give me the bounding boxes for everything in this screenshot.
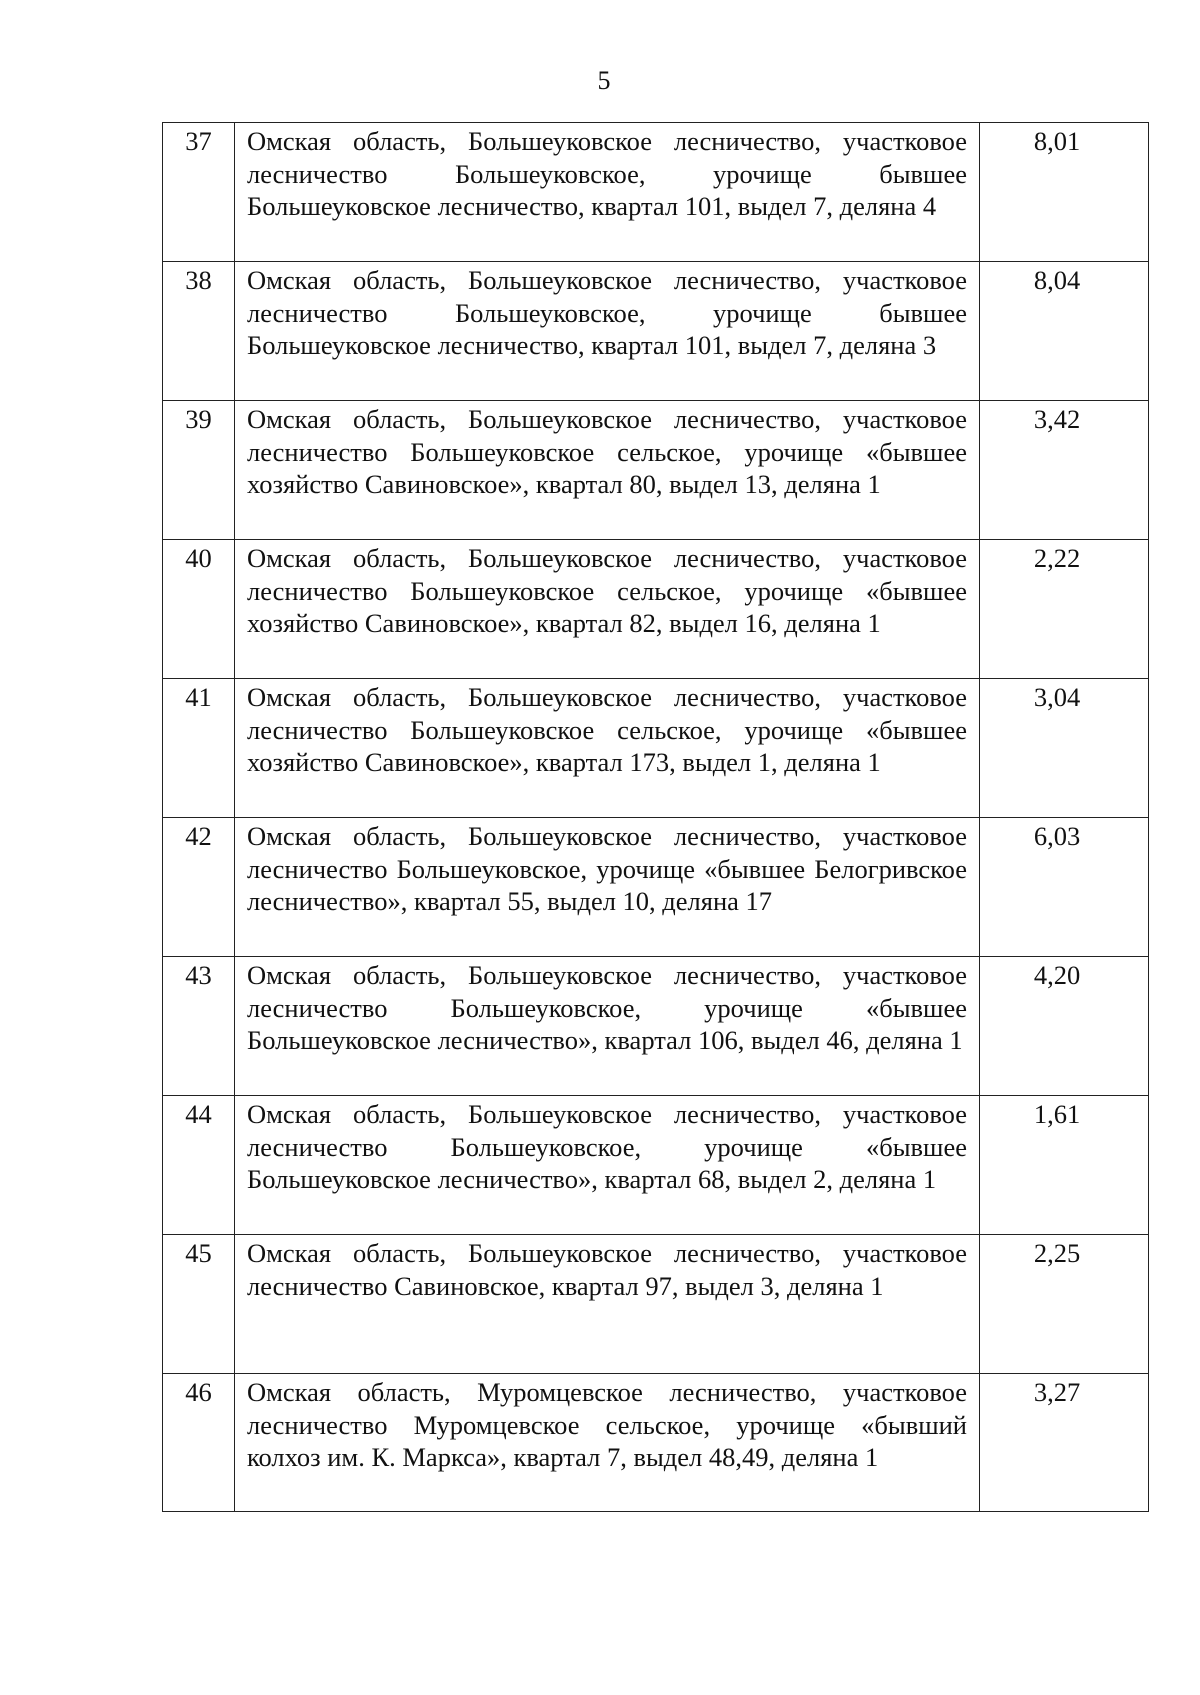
plot-area: 4,20: [980, 957, 1149, 1096]
table-row: [163, 818, 1149, 957]
plot-location: Омская область, Большеуковское лесничество, участковое лесничество Большеуковское, урочище бывшее Большеуковское лесничество, квартал 101, выдел 7, деляна 4: [235, 123, 980, 262]
table-row: [163, 1235, 1149, 1374]
plot-area: 3,27: [980, 1374, 1149, 1512]
plot-area: 8,04: [980, 262, 1149, 401]
row-number: 40: [163, 540, 235, 679]
plot-area: 3,04: [980, 679, 1149, 818]
row-number: 46: [163, 1374, 235, 1512]
plot-location: Омская область, Большеуковское лесничество, участковое лесничество Савиновское, квартал 97, выдел 3, деляна 1: [235, 1235, 980, 1374]
page-number: 5: [597, 66, 611, 95]
plot-location: Омская область, Муромцевское лесничество, участковое лесничество Муромцевское сельское, урочище «бывший колхоз им. К. Маркса», квартал 7, выдел 48,49, деляна 1: [235, 1374, 980, 1512]
plot-area: 1,61: [980, 1096, 1149, 1235]
table-row: [163, 1374, 1149, 1512]
plot-area: 2,25: [980, 1235, 1149, 1374]
plot-location: Омская область, Большеуковское лесничество, участковое лесничество Большеуковское сельское, урочище «бывшее хозяйство Савиновское», квартал 80, выдел 13, деляна 1: [235, 401, 980, 540]
plot-location: Омская область, Большеуковское лесничество, участковое лесничество Большеуковское, урочище «бывшее Большеуковское лесничество», квартал 106, выдел 46, деляна 1: [235, 957, 980, 1096]
plot-area: 2,22: [980, 540, 1149, 679]
row-number: 37: [163, 123, 235, 262]
plot-area: 3,42: [980, 401, 1149, 540]
table-row: [163, 1096, 1149, 1235]
table-row: [163, 957, 1149, 1096]
row-number: 44: [163, 1096, 235, 1235]
plot-location: Омская область, Большеуковское лесничество, участковое лесничество Большеуковское сельское, урочище «бывшее хозяйство Савиновское», квартал 82, выдел 16, деляна 1: [235, 540, 980, 679]
table-row: [163, 401, 1149, 540]
table-row: [163, 540, 1149, 679]
table-row: [163, 262, 1149, 401]
row-number: 45: [163, 1235, 235, 1374]
row-number: 41: [163, 679, 235, 818]
plots-table: [162, 122, 1149, 1512]
plot-area: 8,01: [980, 123, 1149, 262]
plot-location: Омская область, Большеуковское лесничество, участковое лесничество Большеуковское, урочище «бывшее Белогривское лесничество», квартал 55, выдел 10, деляна 17: [235, 818, 980, 957]
plot-location: Омская область, Большеуковское лесничество, участковое лесничество Большеуковское сельское, урочище «бывшее хозяйство Савиновское», квартал 173, выдел 1, деляна 1: [235, 679, 980, 818]
plot-location: Омская область, Большеуковское лесничество, участковое лесничество Большеуковское, урочище «бывшее Большеуковское лесничество», квартал 68, выдел 2, деляна 1: [235, 1096, 980, 1235]
row-number: 42: [163, 818, 235, 957]
table-row: [163, 123, 1149, 262]
row-number: 43: [163, 957, 235, 1096]
row-number: 39: [163, 401, 235, 540]
table-row: [163, 679, 1149, 818]
row-number: 38: [163, 262, 235, 401]
plot-location: Омская область, Большеуковское лесничество, участковое лесничество Большеуковское, урочище бывшее Большеуковское лесничество, квартал 101, выдел 7, деляна 3: [235, 262, 980, 401]
plot-area: 6,03: [980, 818, 1149, 957]
